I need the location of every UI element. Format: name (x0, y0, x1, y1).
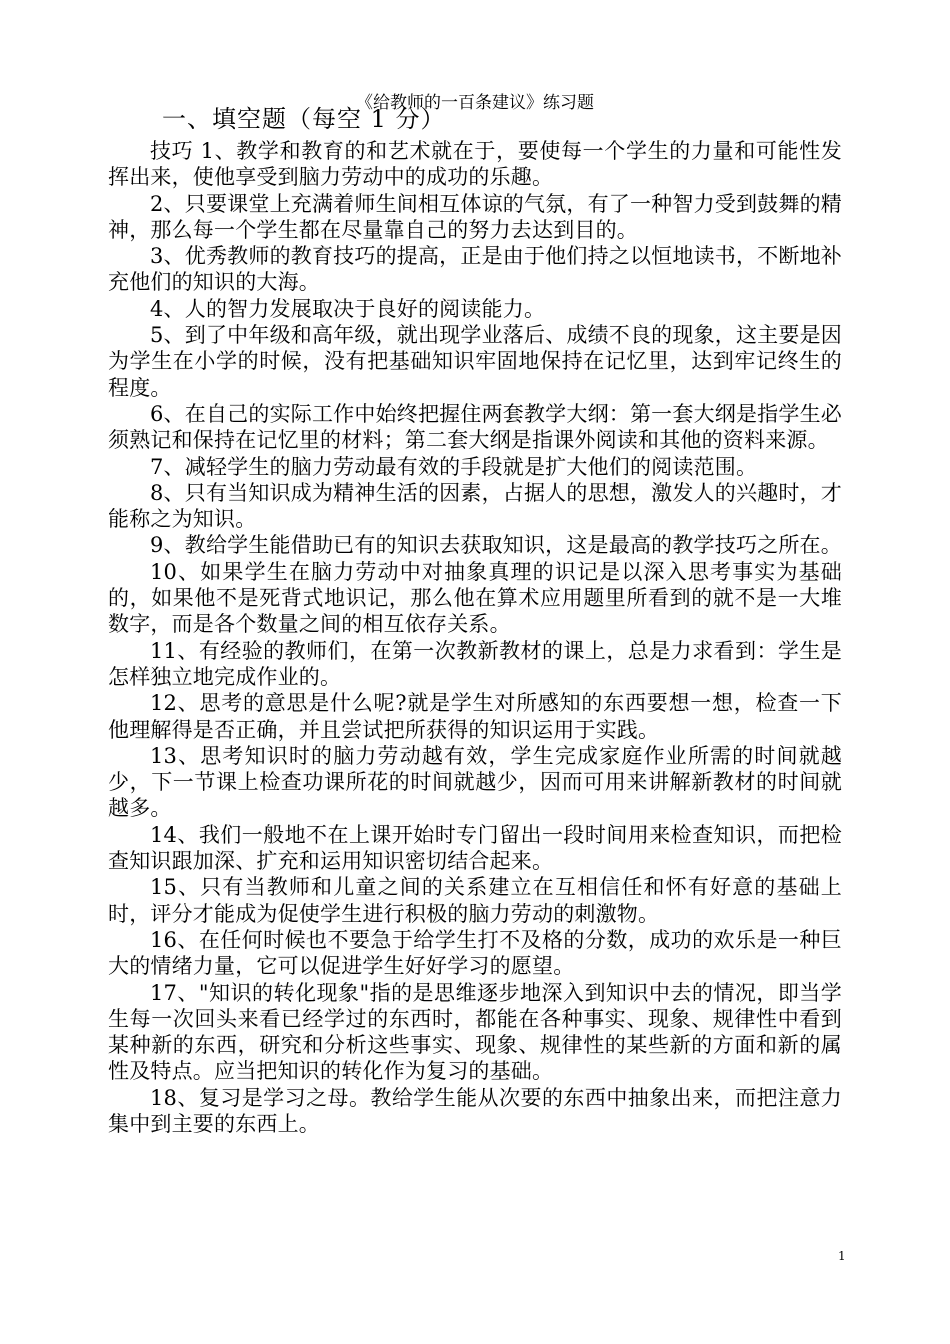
question-item: 11、有经验的教师们，在第一次教新教材的课上，总是力求看到：学生是怎样独立地完成作业的。 (108, 638, 842, 689)
question-list (108, 138, 842, 1137)
question-item: 2、只要课堂上充满着师生间相互体谅的气氛，有了一种智力受到鼓舞的精神，那么每一个学生都在尽量靠自己的努力去达到目的。 (108, 191, 842, 242)
question-item: 9、教给学生能借助已有的知识去获取知识，这是最高的教学技巧之所在。 (150, 533, 842, 558)
question-item: 12、思考的意思是什么呢?就是学生对所感知的东西要想一想，检查一下他理解得是否正确，并且尝试把所获得的知识运用于实践。 (108, 691, 842, 742)
question-item: 3、优秀教师的教育技巧的提高，正是由于他们持之以恒地读书，不断地补充他们的知识的大海。 (108, 244, 842, 295)
question-item: 技巧 1、教学和教育的和艺术就在于，要使每一个学生的力量和可能性发挥出来，使他享受到脑力劳动中的成功的乐趣。 (108, 139, 842, 190)
question-item: 16、在任何时候也不要急于给学生打不及格的分数，成功的欢乐是一种巨大的情绪力量，它可以促进学生好好学习的愿望。 (108, 927, 842, 979)
question-item: 10、如果学生在脑力劳动中对抽象真理的识记是以深入思考事实为基础的，如果他不是死背式地识记，那么他在算术应用题里所看到的就不是一大堆数字，而是各个数量之间的相互依存关系。 (108, 559, 842, 637)
document-title: 《给教师的一百条建议》练习题 (356, 93, 594, 113)
question-item: 13、思考知识时的脑力劳动越有效，学生完成家庭作业所需的时间就越少，下一节课上检查功课所花的时间就越少，因而可用来讲解新教材的时间就越多。 (108, 743, 842, 821)
question-item: 6、在自己的实际工作中始终把握住两套教学大纲：第一套大纲是指学生必须熟记和保持在记忆里的材料；第二套大纲是指课外阅读和其他的资料来源。 (108, 401, 842, 453)
question-item: 14、我们一般地不在上课开始时专门留出一段时间用来检查知识，而把检查知识跟加深、扩充和运用知识密切结合起来。 (108, 822, 842, 874)
question-item: 4、人的智力发展取决于良好的阅读能力。 (150, 296, 546, 321)
question-item: 15、只有当教师和儿童之间的关系建立在互相信任和怀有好意的基础上时，评分才能成为促使学生进行积极的脑力劳动的刺激物。 (108, 875, 842, 926)
question-item: 7、减轻学生的脑力劳动最有效的手段就是扩大他们的阅读范围。 (150, 454, 758, 479)
question-item: 5、到了中年级和高年级，就出现学业落后、成绩不良的现象，这主要是因为学生在小学的时候，没有把基础知识牢固地保持在记忆里，达到牢记终生的程度。 (108, 323, 842, 400)
question-item: 17、"知识的转化现象"指的是思维逐步地深入到知识中去的情况，即当学生每一次回头来看已经学过的东西时，都能在各种事实、现象、规律性中看到某种新的东西，研究和分析这些事实、现象、规律性的某些新的方面和新的属性及特点。应当把知识的转化作为复习的基础。 (108, 980, 842, 1084)
question-item: 8、只有当知识成为精神生活的因素，占据人的思想，激发人的兴趣时，才能称之为知识。 (108, 480, 842, 532)
section-heading: 一、填空题（每空 1 分） (162, 105, 446, 133)
question-item: 18、复习是学习之母。教给学生能从次要的东西中抽象出来，而把注意力集中到主要的东西上。 (108, 1085, 842, 1136)
page-number: 1 (838, 1249, 846, 1263)
